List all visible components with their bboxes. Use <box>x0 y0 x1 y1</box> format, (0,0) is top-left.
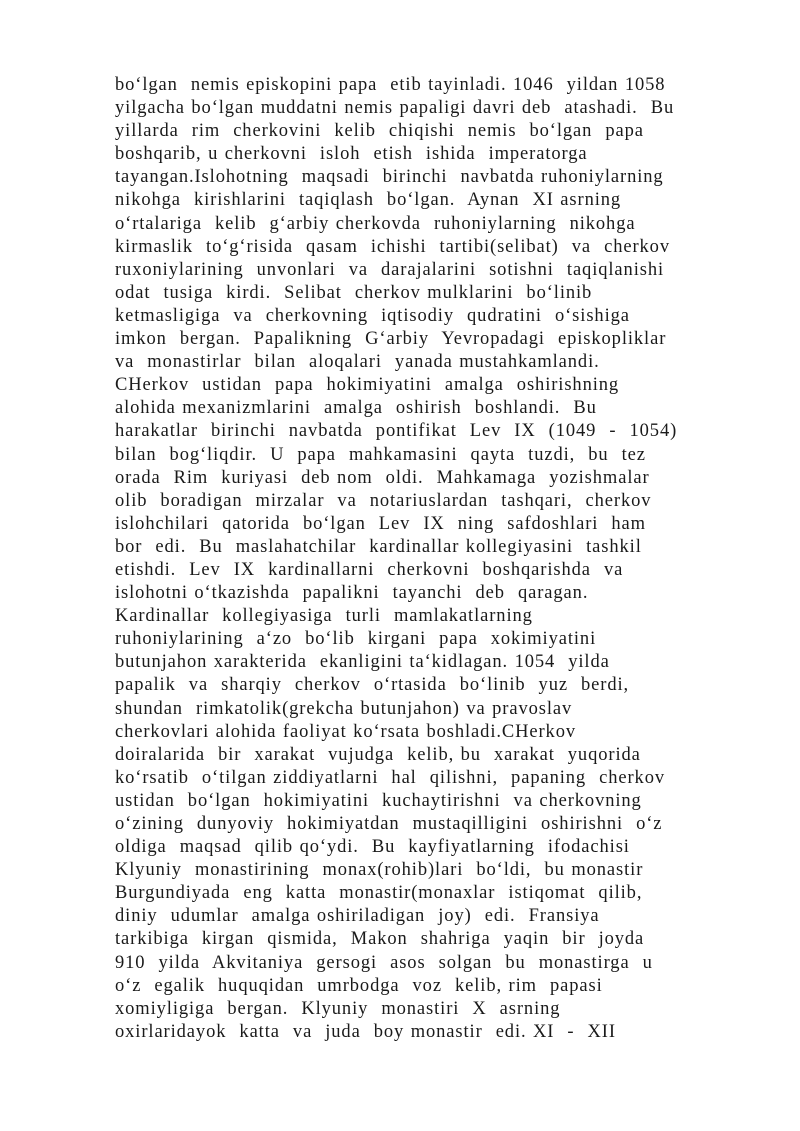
text-line: bor edi. Bu maslahatchilar kardinallar kollegiyasini tashkil <box>115 536 642 557</box>
text-line: yillarda rim cherkovini kelib chiqishi nemis bo‘lgan papa <box>115 121 644 142</box>
text-line: doiralarida bir xarakat vujudga kelib, bu xarakat yuqorida <box>115 744 641 765</box>
text-line: CHerkov ustidan papa hokimiyatini amalga oshirishning <box>115 375 620 396</box>
text-line: oldiga maqsad qilib qo‘ydi. Bu kayfiyatlarning ifodachisi <box>115 837 630 858</box>
text-line: o‘rtalariga kelib g‘arbiy cherkovda ruhoniylarning nikohga <box>115 213 636 234</box>
body-text <box>115 74 755 1044</box>
text-line: butunjahon xarakterida ekanligini ta‘kidlagan. 1054 yilda <box>115 652 610 673</box>
text-line: alohida mexanizmlarini amalga oshirish boshlandi. Bu <box>115 398 597 419</box>
text-line: odat tusiga kirdi. Selibat cherkov mulklarini bo‘linib <box>115 282 593 303</box>
text-line: papalik va sharqiy cherkov o‘rtasida bo‘linib yuz berdi, <box>115 675 630 696</box>
text-line: oxirlaridayok katta va juda boy monastir edi. XI - XII <box>115 1021 616 1042</box>
text-line: yilgacha bo‘lgan muddatni nemis papaligi davri deb atashadi. Bu <box>115 98 675 119</box>
text-line: va monastirlar bilan aloqalari yanada mustahkamlandi. <box>115 352 600 373</box>
text-line: boshqarib, u cherkovni isloh etish ishida imperatorga <box>115 144 588 165</box>
text-line: ko‘rsatib o‘tilgan ziddiyatlarni hal qilishni, papaning cherkov <box>115 767 666 788</box>
text-line: nikohga kirishlarini taqiqlash bo‘lgan. Aynan XI asrning <box>115 190 622 211</box>
text-line: tarkibiga kirgan qismida, Makon shahriga yaqin bir joyda <box>115 929 645 950</box>
text-line: Klyuniy monastirining monax(rohib)lari bo‘ldi, bu monastir <box>115 860 644 881</box>
text-line: kirmaslik to‘g‘risida qasam ichishi tartibi(selibat) va cherkov <box>115 236 670 257</box>
text-line: etishdi. Lev IX kardinallarni cherkovni boshqarishda va <box>115 559 624 580</box>
text-line: ruhoniylarining a‘zo bo‘lib kirgani papa xokimiyatini <box>115 629 597 650</box>
text-line: Kardinallar kollegiyasiga turli mamlakatlarning <box>115 606 533 627</box>
text-line: ruxoniylarining unvonlari va darajalarini sotishni taqiqlanishi <box>115 259 665 280</box>
text-line: tayangan.Islohotning maqsadi birinchi navbatda ruhoniylarning <box>115 167 664 188</box>
text-line: cherkovlari alohida faoliyat ko‘rsata boshladi.CHerkov <box>115 721 577 742</box>
text-line: olib boradigan mirzalar va notariuslardan tashqari, cherkov <box>115 490 652 511</box>
text-line: diniy udumlar amalga oshiriladigan joy) edi. Fransiya <box>115 906 600 927</box>
text-line: Burgundiyada eng katta monastir(monaxlar istiqomat qilib, <box>115 883 643 904</box>
text-line: shundan rimkatolik(grekcha butunjahon) va pravoslav <box>115 698 573 719</box>
text-line: 910 yilda Akvitaniya gersogi asos solgan bu monastirga u <box>115 952 653 973</box>
text-line: bo‘lgan nemis episkopini papa etib tayinladi. 1046 yildan 1058 <box>115 75 666 95</box>
text-line: orada Rim kuriyasi deb nom oldi. Mahkamaga yozishmalar <box>115 467 650 488</box>
text-line: ketmasligiga va cherkovning iqtisodiy qudratini o‘sishiga <box>115 305 630 326</box>
text-line: bilan bog‘liqdir. U papa mahkamasini qayta tuzdi, bu tez <box>115 444 646 465</box>
text-line: islohchilari qatorida bo‘lgan Lev IX ning safdoshlari ham <box>115 513 646 534</box>
text-line: islohotni o‘tkazishda papalikni tayanchi deb qaragan. <box>115 583 589 604</box>
text-line: o‘z egalik huquqidan umrbodga voz kelib, rim papasi <box>115 975 603 996</box>
text-line: xomiyligiga bergan. Klyuniy monastiri X asrning <box>115 998 561 1019</box>
text-line: imkon bergan. Papalikning G‘arbiy Yevropadagi episkopliklar <box>115 329 667 350</box>
text-line: ustidan bo‘lgan hokimiyatini kuchaytirishni va cherkovning <box>115 790 642 811</box>
text-line: o‘zining dunyoviy hokimiyatdan mustaqilligini oshirishni o‘z <box>115 814 663 834</box>
text-line: harakatlar birinchi navbatda pontifikat Lev IX (1049 - 1054) <box>115 421 678 442</box>
